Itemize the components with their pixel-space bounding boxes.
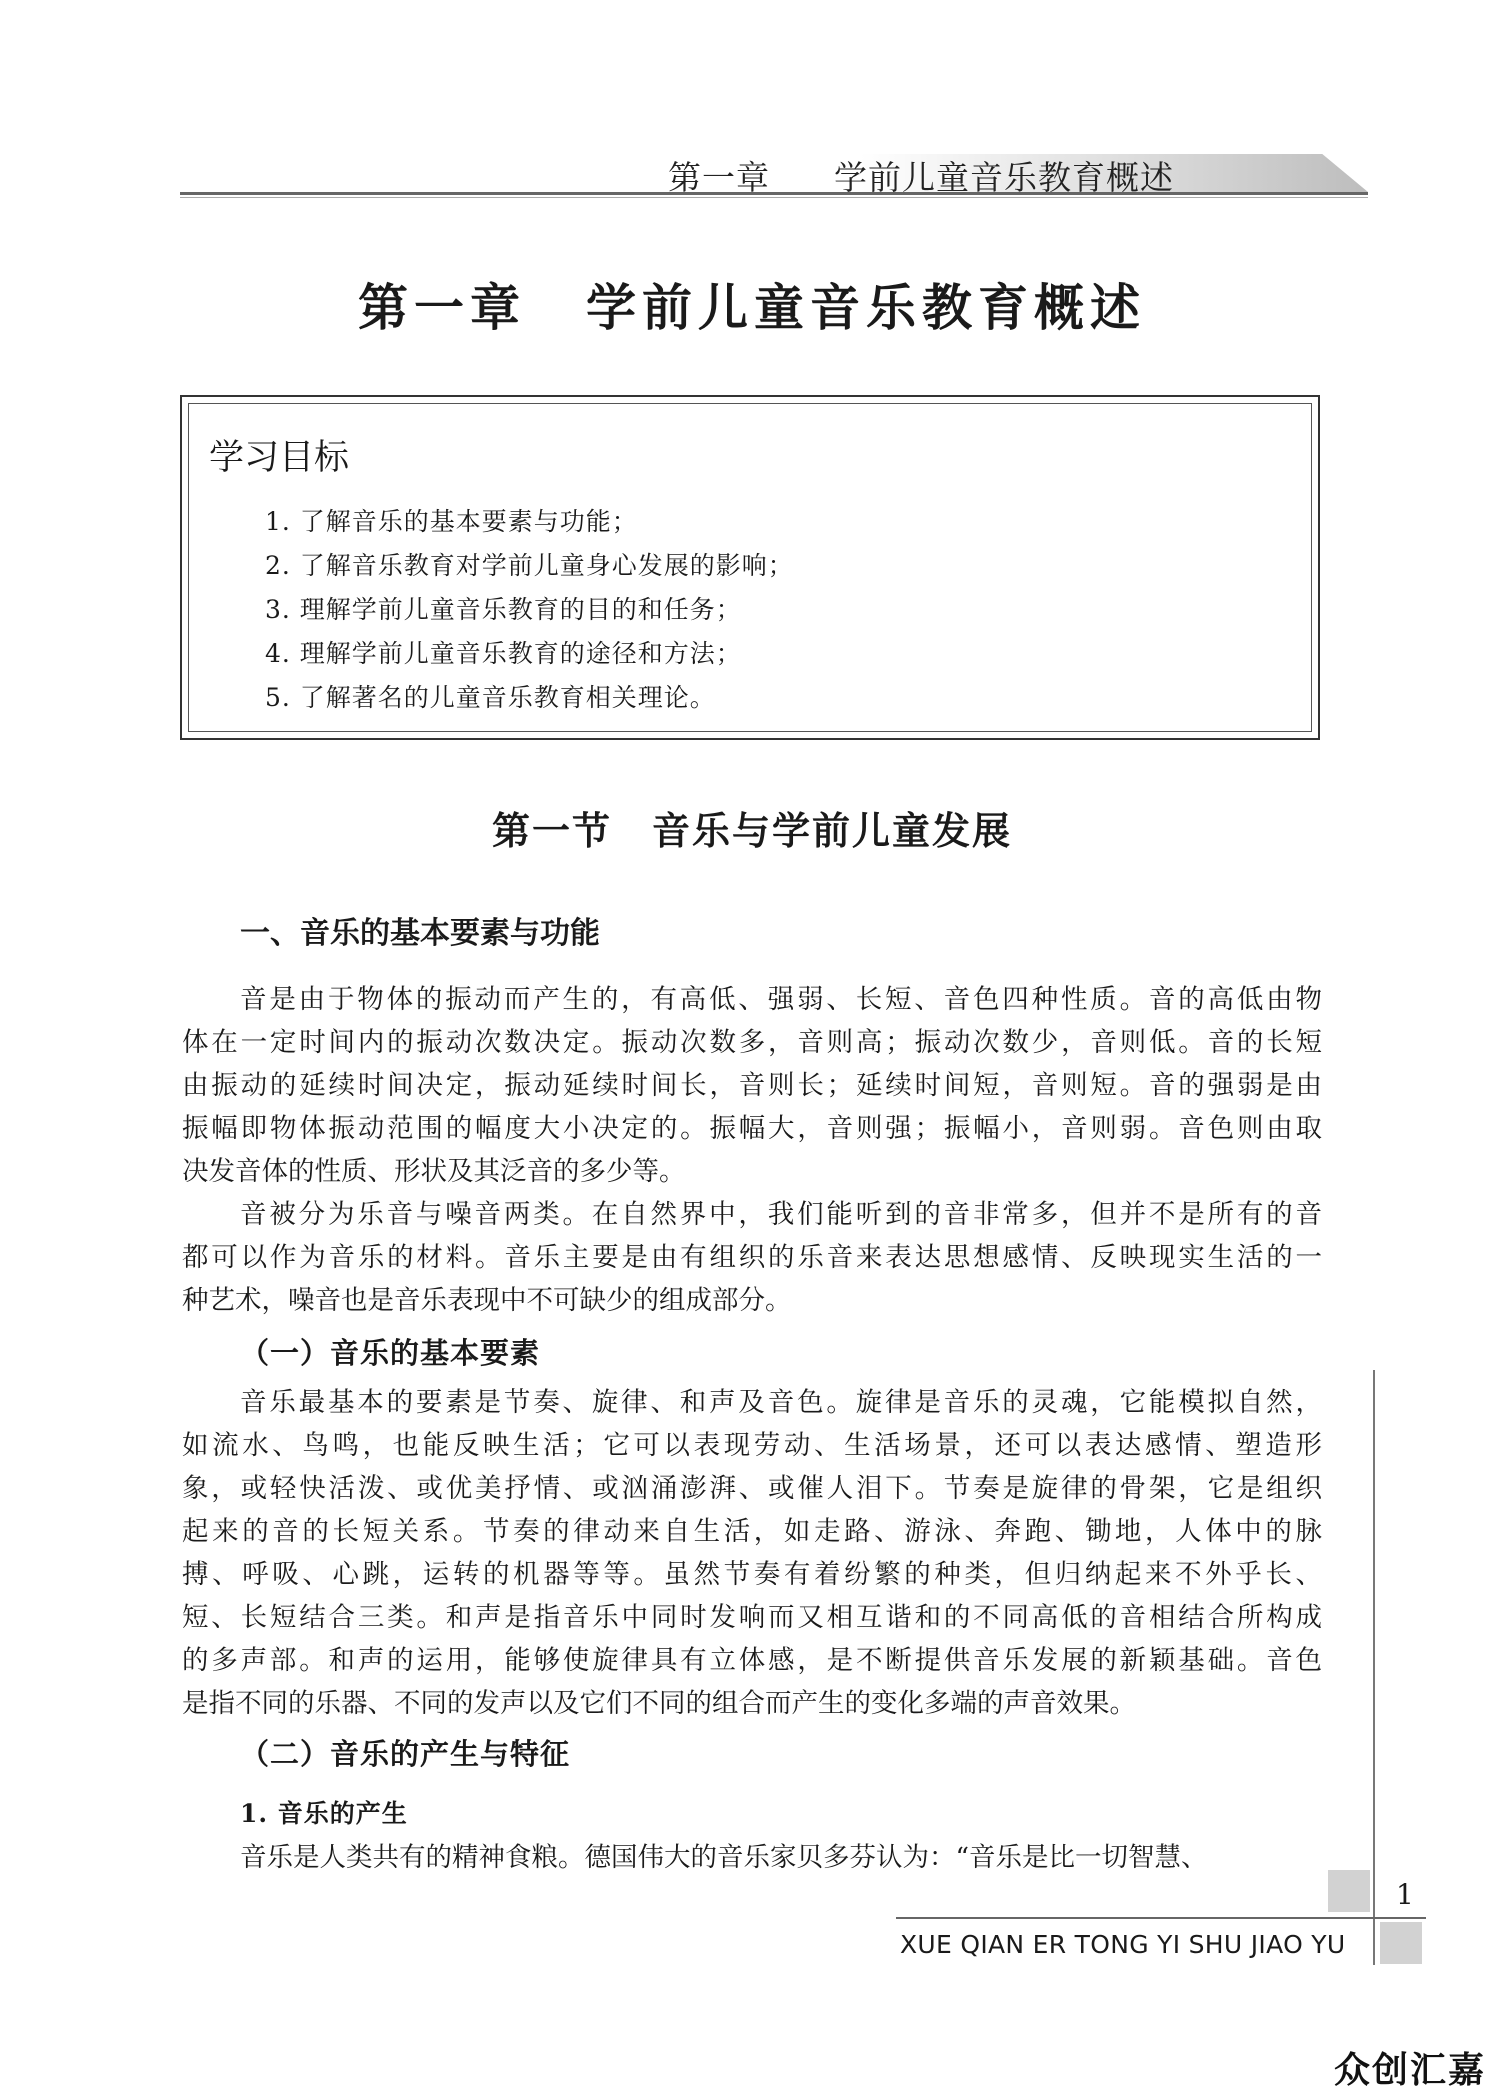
section-number: 第一节 — [491, 808, 612, 853]
objectives-title: 学习目标 — [209, 438, 350, 478]
header-rule — [180, 192, 1368, 195]
paragraph-line: 种艺术，噪音也是音乐表现中不可缺少的组成部分。 — [182, 1285, 792, 1316]
paragraph-line: 音被分为乐音与噪音两类。在自然界中，我们能听到的音非常多，但并不是所有的音 — [240, 1199, 1322, 1230]
paragraph-line: 起来的音的长短关系。节奏的律动来自生活，如走路、游泳、奔跑、锄地，人体中的脉 — [182, 1516, 1322, 1547]
paragraph-line: 音乐是人类共有的精神食粮。德国伟大的音乐家贝多芬认为：“音乐是比一切智慧、 — [240, 1842, 1208, 1873]
paragraph-line: 振幅即物体振动范围的幅度大小决定的。振幅大，音则强；振幅小，音则弱。音色则由取 — [182, 1113, 1322, 1144]
subheading-origin-and-features: （二）音乐的产生与特征 — [240, 1737, 571, 1771]
paragraph-line: 象，或轻快活泼、或优美抒情、或汹涌澎湃、或催人泪下。节奏是旋律的骨架，它是组织 — [182, 1473, 1322, 1504]
paragraph-line: 都可以作为音乐的材料。音乐主要是由有组织的乐音来表达思想感情、反映现实生活的一 — [182, 1242, 1322, 1273]
paragraph-line: 搏、呼吸、心跳，运转的机器等等。虽然节奏有着纷繁的种类，但归纳起来不外乎长、 — [182, 1559, 1322, 1590]
section-name: 音乐与学前儿童发展 — [652, 808, 1013, 853]
paragraph-musical-tones-and-noise — [182, 1193, 1322, 1322]
paragraph-line: 音是由于物体的振动而产生的，有高低、强弱、长短、音色四种性质。音的高低由物 — [240, 984, 1322, 1015]
objectives-inner-frame — [188, 403, 1312, 732]
header-rule-thin — [180, 197, 1368, 198]
paragraph-basic-elements — [182, 1381, 1322, 1725]
chapter-number: 第一章 — [358, 278, 526, 337]
objective-item: 4. 理解学前儿童音乐教育的途径和方法； — [265, 639, 742, 668]
page-number-shade-right — [1380, 1922, 1422, 1964]
paragraph-origin-of-music — [182, 1836, 1322, 1879]
section-title — [0, 800, 1504, 855]
paragraph-line: 由振动的延续时间决定，振动延续时间长，音则长；延续时间短，音则短。音的强弱是由 — [182, 1070, 1322, 1101]
objective-item: 1. 了解音乐的基本要素与功能； — [265, 507, 638, 536]
running-header-title: 学前儿童音乐教育概述 — [834, 158, 1174, 197]
margin-vertical-rule — [1373, 1370, 1375, 1965]
page-number: 1 — [1396, 1878, 1414, 1911]
paragraph-line: 的多声部。和声的运用，能够使旋律具有立体感，是不断提供音乐发展的新颖基础。音色 — [182, 1645, 1322, 1676]
paragraph-line: 体在一定时间内的振动次数决定。振动次数多，音则高；振动次数少，音则低。音的长短 — [182, 1027, 1322, 1058]
subheading-basic-elements: （一）音乐的基本要素 — [240, 1336, 541, 1370]
paragraph-line: 短、长短结合三类。和声是指音乐中同时发响而又相互谐和的不同高低的音相结合所构成 — [182, 1602, 1322, 1633]
heading-basic-elements-and-functions: 一、音乐的基本要素与功能 — [240, 916, 600, 951]
objectives-list — [265, 500, 794, 720]
watermark: 众创汇嘉 — [1334, 2050, 1487, 2091]
paragraph-line: 决发音体的性质、形状及其泛音的多少等。 — [182, 1156, 686, 1187]
footer-series-title: XUE QIAN ER TONG YI SHU JIAO YU — [900, 1930, 1346, 1959]
paragraph-line: 是指不同的乐器、不同的发声以及它们不同的组合而产生的变化多端的声音效果。 — [182, 1688, 1136, 1719]
objective-item: 2. 了解音乐教育对学前儿童身心发展的影响； — [265, 551, 794, 580]
footer-rule — [896, 1917, 1426, 1919]
chapter-title — [0, 268, 1504, 340]
chapter-name: 学前儿童音乐教育概述 — [586, 278, 1146, 337]
paragraph-line: 如流水、鸟鸣，也能反映生活；它可以表现劳动、生活场景，还可以表达感情、塑造形 — [182, 1430, 1322, 1461]
paragraph-sound-properties — [182, 978, 1322, 1193]
paragraph-line: 音乐最基本的要素是节奏、旋律、和声及音色。旋律是音乐的灵魂，它能模拟自然， — [240, 1387, 1322, 1418]
subsubheading-origin-of-music: 1. 音乐的产生 — [240, 1799, 408, 1828]
objective-item: 3. 理解学前儿童音乐教育的目的和任务； — [265, 595, 742, 624]
objectives-box — [180, 395, 1320, 740]
running-header-chapter: 第一章 — [668, 158, 770, 197]
objective-item: 5. 了解著名的儿童音乐教育相关理论。 — [265, 683, 716, 712]
page-number-shade-left — [1328, 1870, 1370, 1912]
